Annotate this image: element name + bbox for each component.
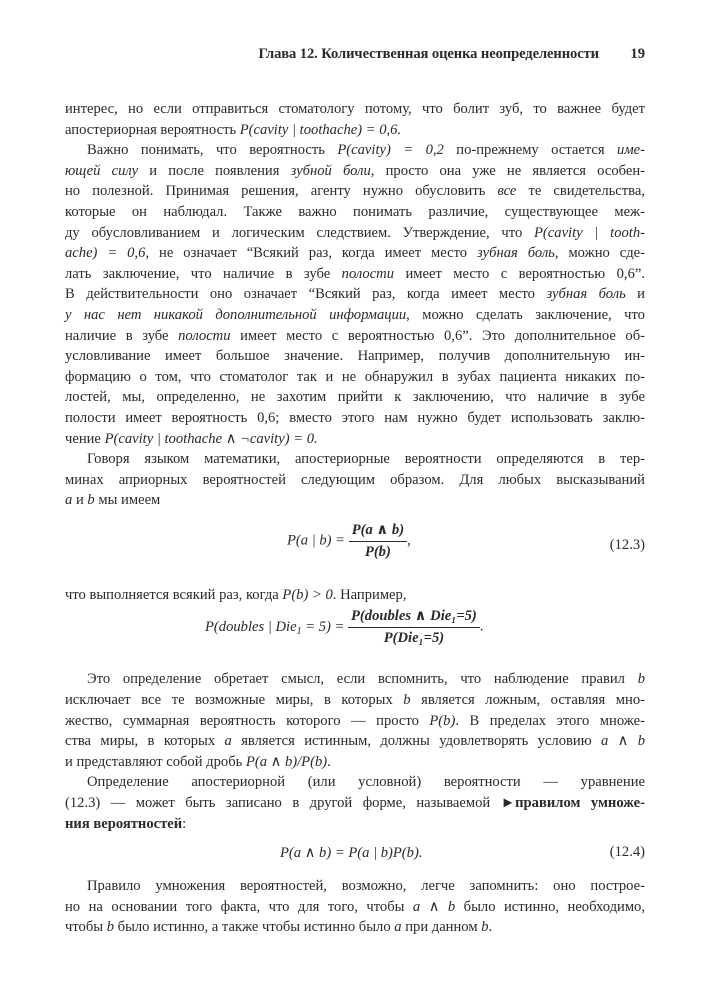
equation-body: P(a ∧ b) = P(a | b)P(b). bbox=[280, 845, 423, 862]
body-text bbox=[65, 99, 645, 938]
equation-fraction: $\frac{\text{P(doubles ∧ Die₁=5)}}{\text{P(Die₁=5)}}$ bbox=[348, 607, 480, 647]
text-line: Говоря языком математики, апостериорные вероятности определяются в тер- bbox=[87, 451, 645, 468]
text-line: Важно понимать, что вероятность P(cavity) = 0,2 по-прежнему остается име- bbox=[87, 142, 645, 159]
text-line: Правило умножения вероятностей, возможно, легче запомнить: оно построе- bbox=[87, 878, 645, 895]
chapter-title: Глава 12. Количественная оценка неопределенности bbox=[258, 46, 599, 62]
text-line: ства миры, в которых a является истинным, должны удовлетворять условию a ∧ b bbox=[65, 733, 645, 750]
text-line: но полезной. Принимая решения, агенту нужно обусловить все те свидетельства, bbox=[65, 183, 645, 200]
equation-lhs: P(doubles | Die$_1$ = 5) = bbox=[205, 618, 349, 637]
text-line: у нас нет никакой дополнительной информации, можно сделать заключение, что bbox=[65, 306, 645, 323]
text-line: минах априорных вероятностей следующим образом. Для любых высказываний bbox=[65, 471, 645, 488]
text-line: лостей, мы, определенно, не захотим прийти к заключению, что наличие в зубе bbox=[65, 389, 645, 406]
text-line: ache) = 0,6, не означает “Всякий раз, когда имеет место зубная боль, можно сде- bbox=[65, 245, 646, 262]
equation-12-4 bbox=[65, 834, 645, 876]
page-number: 19 bbox=[630, 46, 645, 62]
text-line: наличие в зубе полости имеет место с вероятностью 0,6”. Это дополнительное об- bbox=[65, 327, 645, 344]
equation-label: (12.4) bbox=[609, 844, 645, 861]
text-line: В действительности оно означает “Всякий раз, когда имеет место зубная боль и bbox=[65, 286, 645, 303]
equation-fraction: $\frac{P(a \wedge b)}{P(b)}$ bbox=[349, 521, 407, 561]
running-header bbox=[65, 46, 645, 66]
term-highlight: ►правилом умноже- bbox=[500, 795, 645, 812]
text-line: a и b мы имеем bbox=[65, 492, 161, 509]
equation-12-3: P(a | b) = $\frac{P(a \wedge b)}{P(b)}$ , (12.3) bbox=[287, 521, 645, 560]
equation-lhs: P(a | b) = bbox=[287, 532, 349, 549]
text-line: лать заключение, что наличие в зубе полости имеет место с вероятностью 0,6”. bbox=[65, 265, 646, 282]
text-line: ду обусловливанием и логическим следствием. Утверждение, что P(cavity | tooth- bbox=[65, 224, 646, 241]
text-line: что выполняется всякий раз, когда P(b) > 0. Например, bbox=[65, 586, 407, 603]
text-line: Это определение обретает смысл, если вспомнить, что наблюдение правил b bbox=[87, 671, 645, 688]
text-line: которые он наблюдал. Также важно понимать различие, существующее меж- bbox=[65, 203, 645, 220]
text-line: апостериорная вероятность P(cavity | toothache) = 0,6. bbox=[65, 121, 402, 138]
text-line: но на основании того факта, что для того, чтобы a ∧ b было истинно, необходимо, bbox=[65, 898, 645, 915]
text-line: чение P(cavity | toothache ∧ ¬cavity) = 0. bbox=[65, 430, 318, 447]
text-line: (12.3) — может быть записано в другой форме, называемой ►правилом умноже- bbox=[65, 795, 645, 812]
text-line: жество, суммарная вероятность которого — просто P(b). В пределах этого множе- bbox=[65, 712, 645, 729]
text-line: полости имеет вероятность 0,6; вместо этого нам нужно будет использовать заклю- bbox=[65, 409, 645, 426]
text-line: Определение апостериорной (или условной) вероятности — уравнение bbox=[87, 774, 645, 791]
text-line: условливание имеет большое значение. Например, получив дополнительную ин- bbox=[65, 348, 645, 365]
text-line: ния вероятностей: bbox=[65, 815, 187, 832]
text-line: чтобы b было истинно, а также чтобы истинно было a при данном b. bbox=[65, 919, 493, 936]
text-line: исключает все те возможные миры, в которых b является ложным, оставляя мно- bbox=[65, 692, 645, 709]
text-line: интерес, но если отправиться стоматологу потому, что болит зуб, то важнее будет bbox=[65, 101, 645, 117]
equation-example: P(doubles | Die$_1$ = 5) = $\frac{\text{P(doubles ∧ Die₁=5)}}{\text{P(Die₁=5)}}$ . bbox=[205, 608, 484, 647]
text-line: ющей силу и после появления зубной боли, просто она уже не является особен- bbox=[65, 162, 645, 179]
text-line: и представляют собой дробь P(a ∧ b)/P(b). bbox=[65, 753, 331, 770]
equation-label: (12.3) bbox=[609, 536, 645, 553]
text-line: формацию о том, что стоматолог так и не обнаружил в зубах пациента никаких по- bbox=[65, 368, 645, 385]
